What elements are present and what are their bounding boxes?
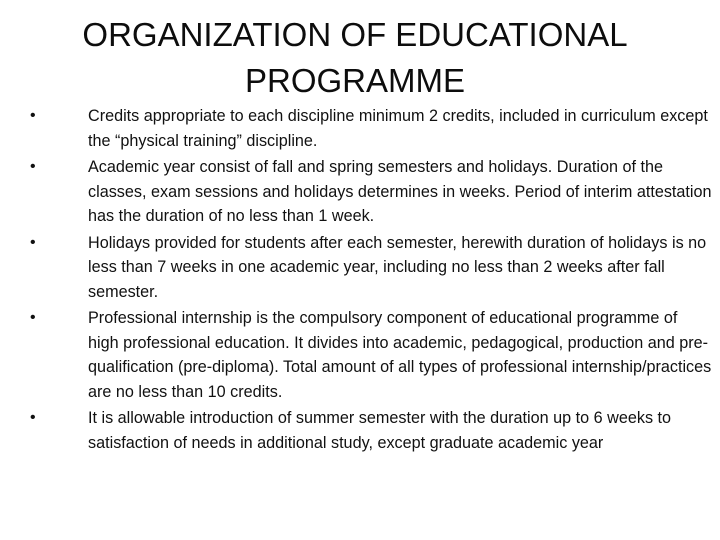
bullet-item	[30, 231, 712, 305]
title-line-2: PROGRAMME	[244, 62, 465, 99]
bullet-item	[30, 104, 712, 153]
bullet-text: It is allowable introduction of summer semester with the duration up to 6 weeks to satisfaction of needs in additional study, except graduate academic year	[88, 409, 672, 452]
bullet-icon: •	[30, 309, 36, 326]
bullet-item	[30, 406, 712, 455]
bullet-text: Academic year consist of fall and spring semesters and holidays. Duration of the classes, exam sessions and holidays determines in weeks. Period of interim attestation has the duration of no less than 1 week.	[88, 158, 712, 225]
bullet-icon: •	[30, 158, 36, 175]
bullet-text: Professional internship is the compulsory component of educational programme of high professional education. It divides into academic, pedagogical, production and pre-qualification (pre-diploma). Total amount of all types of professional internship/practices are no less than 10 credits.	[88, 309, 712, 401]
title-line-1: ORGANIZATION OF EDUCATIONAL	[82, 16, 628, 53]
bullet-icon: •	[30, 107, 36, 124]
bullet-icon: •	[30, 233, 36, 251]
bullet-icon: •	[30, 409, 36, 426]
bullet-text: Holidays provided for students after each semester, herewith duration of holidays is no less than 7 weeks in one academic year, including no less than 2 weeks after fall semester.	[88, 233, 707, 301]
slide-title	[40, 12, 670, 104]
bullet-text: Credits appropriate to each discipline minimum 2 credits, included in curriculum except the “physical training” discipline.	[88, 107, 708, 150]
bullet-item	[30, 306, 712, 404]
bullet-list	[30, 104, 712, 457]
bullet-item	[30, 155, 712, 229]
